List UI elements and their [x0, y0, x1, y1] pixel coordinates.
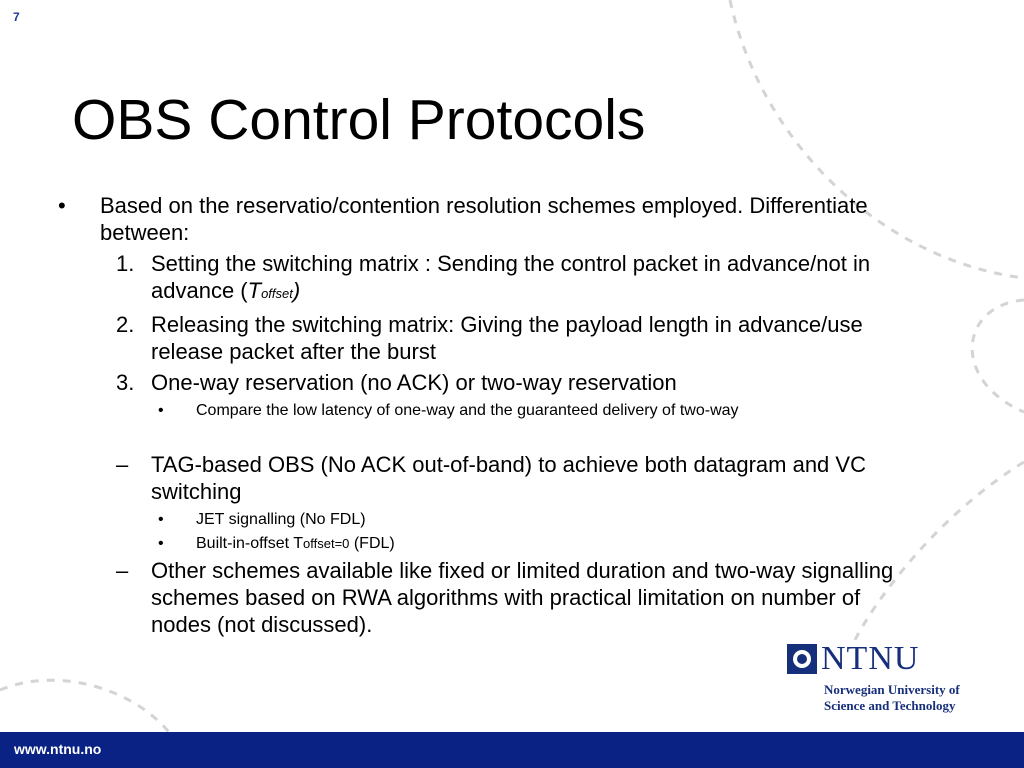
- sub-bullet-text: Built-in-offset T: [196, 535, 304, 552]
- dash-marker: –: [116, 558, 129, 583]
- ntnu-subtitle: [824, 682, 1024, 714]
- footer-bar: [0, 732, 1024, 768]
- sub-bullet-jet: [58, 509, 918, 530]
- sub-bullet-text-after: (FDL): [349, 535, 395, 552]
- item-number: 1.: [116, 251, 135, 276]
- item-number: 2.: [116, 312, 135, 337]
- math-subscript: offset: [261, 286, 293, 301]
- bullet-marker: •: [158, 511, 164, 528]
- numbered-item-3: [58, 369, 918, 396]
- numbered-item-2: [58, 311, 918, 365]
- item-text-after: ): [292, 278, 301, 303]
- slide-title: OBS Control Protocols: [72, 88, 646, 152]
- bullet-marker: •: [158, 402, 164, 419]
- sub-bullet-text: Compare the low latency of one-way and the guaranteed delivery of two-way: [196, 402, 739, 419]
- subscript: offset=0: [303, 536, 350, 551]
- item-number: 3.: [116, 370, 135, 395]
- item-text: Setting the switching matrix : Sending the control packet in advance/not in advance (: [151, 251, 871, 303]
- sub-bullet-built-in-offset: [58, 533, 918, 554]
- dash-item-tag-obs: [58, 451, 918, 505]
- footer-url[interactable]: www.ntnu.no: [14, 741, 102, 757]
- item-text: Releasing the switching matrix: Giving the payload length in advance/use release packet after the burst: [151, 312, 863, 364]
- item-text: TAG-based OBS (No ACK out-of-band) to achieve both datagram and VC switching: [151, 452, 866, 504]
- sub-bullet-text: JET signalling (No FDL): [196, 511, 366, 528]
- slide-number: 7: [13, 10, 20, 24]
- dash-marker: –: [116, 452, 129, 477]
- bullet-marker: •: [58, 193, 66, 218]
- sub-bullet-compare: [58, 400, 918, 421]
- ntnu-logo-icon: [787, 644, 817, 674]
- item-text: Other schemes available like fixed or limited duration and two-way signalling schemes based on RWA algorithms with practical limitation on number of nodes (not discussed).: [151, 558, 894, 637]
- dash-item-other-schemes: [58, 557, 918, 638]
- ntnu-subtitle-line1: Norwegian University of: [824, 682, 960, 697]
- intro-text: Based on the reservatio/contention resolution schemes employed. Differentiate between:: [100, 193, 868, 245]
- bullet-marker: •: [158, 535, 164, 552]
- item-text: One-way reservation (no ACK) or two-way reservation: [151, 370, 677, 395]
- slide-content: [58, 192, 918, 642]
- ntnu-subtitle-line2: Science and Technology: [824, 698, 956, 713]
- numbered-item-1: [58, 250, 918, 307]
- ntnu-wordmark: NTNU: [821, 640, 920, 677]
- intro-bullet: [58, 192, 918, 246]
- math-symbol: T: [247, 278, 262, 303]
